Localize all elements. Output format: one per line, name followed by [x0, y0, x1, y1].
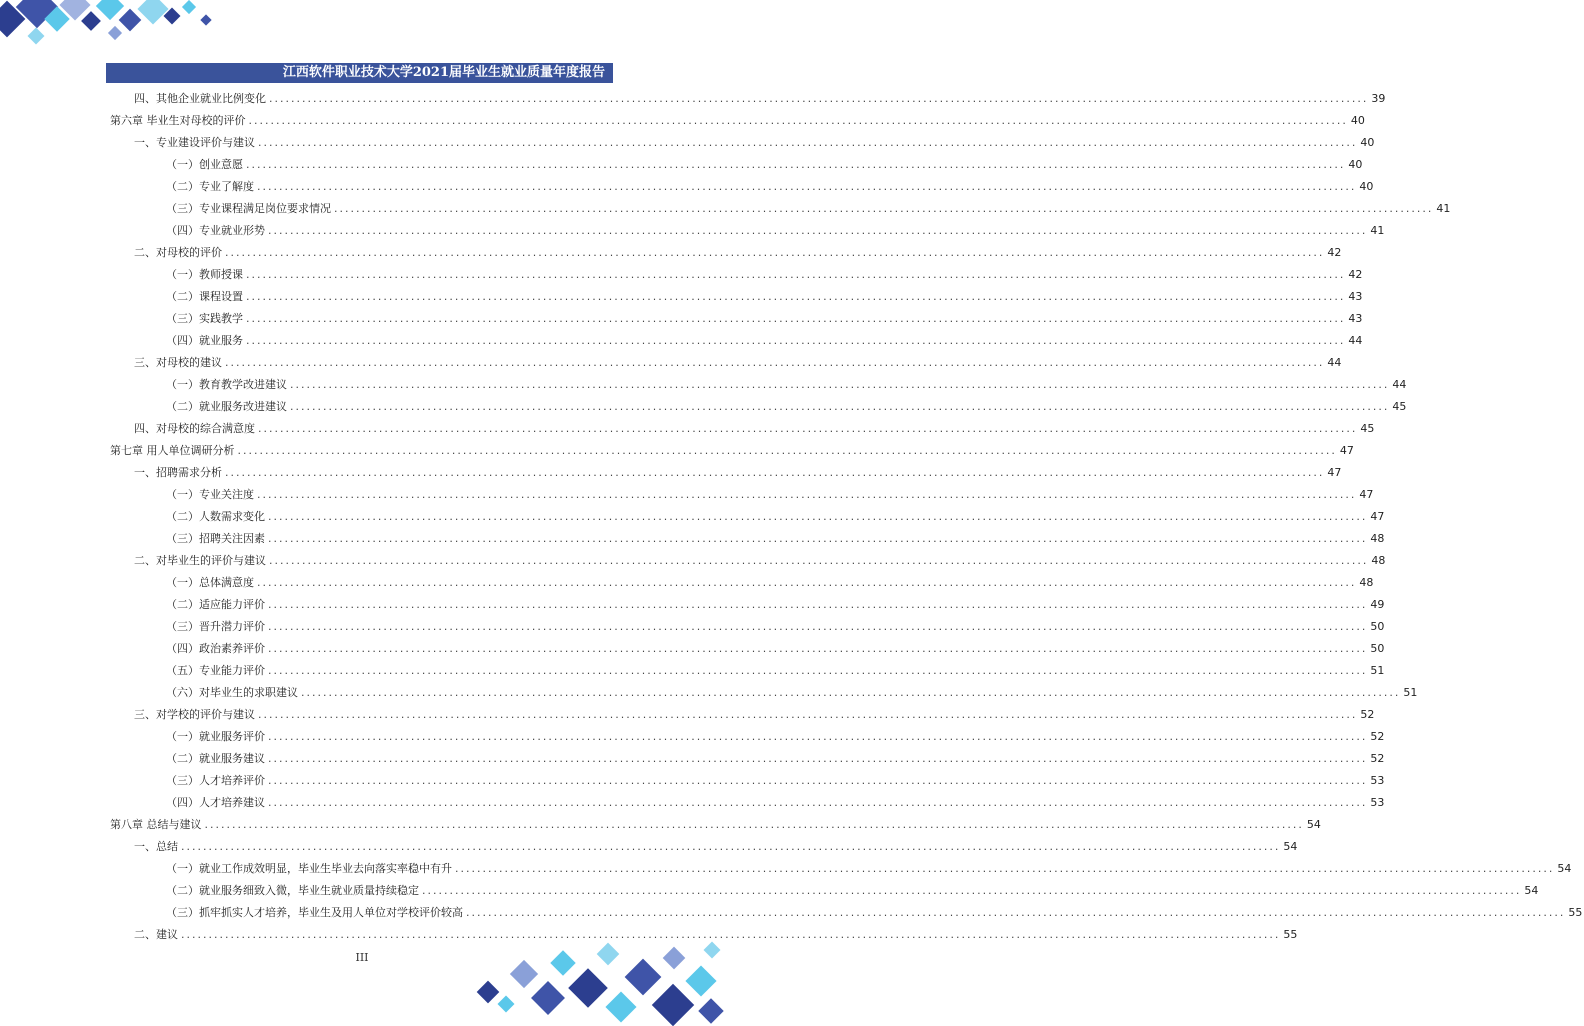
toc-dot-leader: ........................................................................................................................................................................................................ [269, 92, 1369, 105]
toc-entry-page: 47 [1359, 488, 1374, 501]
toc-dot-leader: ........................................................................................................................................................................................................ [268, 532, 1368, 545]
table-of-contents [106, 88, 1583, 946]
toc-entry-page: 54 [1283, 840, 1298, 853]
toc-dot-leader: ........................................................................................................................................................................................................ [268, 510, 1368, 523]
toc-dot-leader: ........................................................................................................................................................................................................ [268, 796, 1368, 809]
toc-dot-leader: ........................................................................................................................................................................................................ [257, 576, 1357, 589]
toc-dot-leader: ........................................................................................................................................................................................................ [246, 312, 1346, 325]
toc-entry-label: （二）就业服务改进建议 [166, 400, 287, 413]
toc-entry-page: 40 [1350, 114, 1365, 127]
toc-entry[interactable] [106, 418, 1375, 440]
toc-entry-page: 47 [1370, 510, 1385, 523]
toc-dot-leader: ........................................................................................................................................................................................................ [290, 378, 1390, 391]
toc-entry[interactable] [106, 616, 1385, 638]
toc-entry-label: （四）政治素养评价 [166, 642, 265, 655]
toc-entry[interactable] [106, 704, 1375, 726]
toc-dot-leader: ........................................................................................................................................................................................................ [268, 752, 1368, 765]
toc-dot-leader: ........................................................................................................................................................................................................ [268, 642, 1368, 655]
page-number: III [355, 951, 369, 964]
toc-entry-page: 40 [1359, 180, 1374, 193]
toc-dot-leader: ........................................................................................................................................................................................................ [181, 928, 1281, 941]
toc-entry-page: 53 [1370, 774, 1385, 787]
toc-entry-page: 41 [1436, 202, 1451, 215]
toc-entry-page: 43 [1348, 290, 1363, 303]
toc-entry-label: （六）对毕业生的求职建议 [166, 686, 298, 699]
toc-entry-label: （三）晋升潜力评价 [166, 620, 265, 633]
toc-entry[interactable] [106, 880, 1539, 902]
toc-entry[interactable] [106, 220, 1385, 242]
toc-entry-page: 50 [1370, 642, 1385, 655]
toc-entry-label: 三、对母校的建议 [134, 356, 222, 369]
toc-dot-leader: ........................................................................................................................................................................................................ [268, 620, 1368, 633]
toc-entry-page: 41 [1370, 224, 1385, 237]
toc-entry[interactable] [106, 198, 1451, 220]
toc-entry-label: （二）课程设置 [166, 290, 243, 303]
toc-entry-page: 42 [1348, 268, 1363, 281]
toc-entry-label: （二）就业服务细致入微，毕业生就业质量持续稳定 [166, 884, 419, 897]
toc-entry-page: 52 [1360, 708, 1375, 721]
toc-entry-label: （二）人数需求变化 [166, 510, 265, 523]
toc-dot-leader: ........................................................................................................................................................................................................ [257, 488, 1357, 501]
toc-entry[interactable] [106, 176, 1374, 198]
toc-entry-label: 二、建议 [134, 928, 178, 941]
toc-entry[interactable] [106, 814, 1321, 836]
toc-entry[interactable] [106, 308, 1363, 330]
toc-entry[interactable] [106, 770, 1385, 792]
toc-dot-leader: ........................................................................................................................................................................................................ [290, 400, 1390, 413]
toc-entry[interactable] [106, 902, 1583, 924]
toc-entry[interactable] [106, 792, 1385, 814]
toc-dot-leader: ........................................................................................................................................................................................................ [258, 422, 1358, 435]
toc-dot-leader: ........................................................................................................................................................................................................ [204, 818, 1304, 831]
toc-entry-label: （四）人才培养建议 [166, 796, 265, 809]
toc-dot-leader: ........................................................................................................................................................................................................ [422, 884, 1522, 897]
toc-entry-page: 48 [1359, 576, 1374, 589]
toc-entry[interactable] [106, 396, 1407, 418]
toc-entry-label: 四、对母校的综合满意度 [134, 422, 255, 435]
corner-decoration-bottom-right [470, 940, 724, 1024]
toc-entry[interactable] [106, 110, 1365, 132]
toc-entry-page: 53 [1370, 796, 1385, 809]
toc-entry-page: 54 [1306, 818, 1321, 831]
toc-entry-page: 52 [1370, 752, 1385, 765]
toc-entry-label: 第七章 用人单位调研分析 [110, 444, 235, 457]
toc-entry-page: 50 [1370, 620, 1385, 633]
toc-entry[interactable] [106, 88, 1386, 110]
toc-entry-label: （二）就业服务建议 [166, 752, 265, 765]
toc-entry-page: 39 [1371, 92, 1386, 105]
toc-entry-label: 一、总结 [134, 840, 178, 853]
toc-entry-label: （一）总体满意度 [166, 576, 254, 589]
toc-entry-label: （五）专业能力评价 [166, 664, 265, 677]
toc-entry-label: （三）抓牢抓实人才培养，毕业生及用人单位对学校评价较高 [166, 906, 463, 919]
toc-entry[interactable] [106, 638, 1385, 660]
toc-entry-page: 40 [1348, 158, 1363, 171]
toc-dot-leader: ........................................................................................................................................................................................................ [248, 114, 1348, 127]
toc-entry[interactable] [106, 682, 1418, 704]
toc-dot-leader: ........................................................................................................................................................................................................ [301, 686, 1401, 699]
toc-entry[interactable] [106, 242, 1342, 264]
toc-entry-page: 51 [1403, 686, 1418, 699]
toc-entry[interactable] [106, 484, 1374, 506]
toc-entry-page: 52 [1370, 730, 1385, 743]
toc-entry-page: 42 [1327, 246, 1342, 259]
toc-entry-page: 55 [1283, 928, 1298, 941]
toc-entry-label: （四）专业就业形势 [166, 224, 265, 237]
toc-entry-page: 44 [1327, 356, 1342, 369]
toc-entry-label: （一）教师授课 [166, 268, 243, 281]
toc-entry-label: 二、对毕业生的评价与建议 [134, 554, 266, 567]
toc-entry-label: 第六章 毕业生对母校的评价 [110, 114, 246, 127]
toc-entry-label: （一）就业服务评价 [166, 730, 265, 743]
toc-entry[interactable] [106, 154, 1363, 176]
toc-entry-label: （三）实践教学 [166, 312, 243, 325]
toc-entry[interactable] [106, 462, 1342, 484]
toc-entry-label: 第八章 总结与建议 [110, 818, 202, 831]
toc-entry-page: 43 [1348, 312, 1363, 325]
toc-dot-leader: ........................................................................................................................................................................................................ [246, 290, 1346, 303]
toc-entry-page: 54 [1524, 884, 1539, 897]
toc-entry[interactable] [106, 506, 1385, 528]
toc-entry[interactable] [106, 660, 1385, 682]
toc-entry-page: 44 [1348, 334, 1363, 347]
toc-entry-page: 47 [1339, 444, 1354, 457]
toc-entry[interactable] [106, 748, 1385, 770]
toc-entry-page: 54 [1557, 862, 1572, 875]
toc-entry[interactable] [106, 572, 1374, 594]
toc-entry-label: （一）就业工作成效明显，毕业生毕业去向落实率稳中有升 [166, 862, 452, 875]
toc-dot-leader: ........................................................................................................................................................................................................ [246, 158, 1346, 171]
header-bar [106, 63, 613, 83]
toc-entry-label: 四、其他企业就业比例变化 [134, 92, 266, 105]
toc-dot-leader: ........................................................................................................................................................................................................ [246, 268, 1346, 281]
toc-entry-page: 47 [1327, 466, 1342, 479]
toc-dot-leader: ........................................................................................................................................................................................................ [246, 334, 1346, 347]
toc-entry[interactable] [106, 374, 1407, 396]
toc-entry-page: 48 [1370, 532, 1385, 545]
toc-dot-leader: ........................................................................................................................................................................................................ [237, 444, 1337, 457]
toc-dot-leader: ........................................................................................................................................................................................................ [466, 906, 1566, 919]
toc-entry[interactable] [106, 594, 1385, 616]
report-header-title: 江西软件职业技术大学2021届毕业生就业质量年度报告 [282, 65, 605, 80]
toc-entry-label: （三）人才培养评价 [166, 774, 265, 787]
toc-dot-leader: ........................................................................................................................................................................................................ [455, 862, 1555, 875]
toc-entry-label: 一、招聘需求分析 [134, 466, 222, 479]
toc-entry[interactable] [106, 330, 1363, 352]
toc-entry[interactable] [106, 858, 1572, 880]
toc-dot-leader: ........................................................................................................................................................................................................ [268, 664, 1368, 677]
toc-entry[interactable] [106, 132, 1375, 154]
toc-entry-label: （一）教育教学改进建议 [166, 378, 287, 391]
toc-entry-label: （一）创业意愿 [166, 158, 243, 171]
toc-dot-leader: ........................................................................................................................................................................................................ [268, 598, 1368, 611]
toc-entry-label: （二）适应能力评价 [166, 598, 265, 611]
toc-entry-page: 45 [1392, 400, 1407, 413]
toc-dot-leader: ........................................................................................................................................................................................................ [225, 466, 1325, 479]
toc-entry[interactable] [106, 836, 1298, 858]
toc-entry-page: 49 [1370, 598, 1385, 611]
toc-entry-label: （二）专业了解度 [166, 180, 254, 193]
toc-entry-page: 40 [1360, 136, 1375, 149]
toc-entry[interactable] [106, 286, 1363, 308]
toc-entry[interactable] [106, 264, 1363, 286]
toc-entry[interactable] [106, 726, 1385, 748]
toc-entry[interactable] [106, 550, 1386, 572]
toc-dot-leader: ........................................................................................................................................................................................................ [268, 224, 1368, 237]
toc-entry[interactable] [106, 528, 1385, 550]
toc-entry-page: 45 [1360, 422, 1375, 435]
toc-entry-page: 55 [1568, 906, 1583, 919]
toc-entry-page: 51 [1370, 664, 1385, 677]
toc-entry[interactable] [106, 440, 1354, 462]
toc-dot-leader: ........................................................................................................................................................................................................ [225, 356, 1325, 369]
toc-entry-label: （三）招聘关注因素 [166, 532, 265, 545]
toc-entry-page: 44 [1392, 378, 1407, 391]
toc-entry-label: （四）就业服务 [166, 334, 243, 347]
toc-dot-leader: ........................................................................................................................................................................................................ [268, 730, 1368, 743]
corner-decoration-top-left [0, 0, 220, 60]
toc-dot-leader: ........................................................................................................................................................................................................ [258, 136, 1358, 149]
toc-entry[interactable] [106, 352, 1342, 374]
toc-entry-label: 三、对学校的评价与建议 [134, 708, 255, 721]
toc-entry-label: 二、对母校的评价 [134, 246, 222, 259]
toc-dot-leader: ........................................................................................................................................................................................................ [268, 774, 1368, 787]
toc-entry-page: 48 [1371, 554, 1386, 567]
toc-dot-leader: ........................................................................................................................................................................................................ [258, 708, 1358, 721]
toc-dot-leader: ........................................................................................................................................................................................................ [181, 840, 1281, 853]
toc-entry-label: （三）专业课程满足岗位要求情况 [166, 202, 331, 215]
toc-dot-leader: ........................................................................................................................................................................................................ [269, 554, 1369, 567]
toc-entry-label: （一）专业关注度 [166, 488, 254, 501]
toc-dot-leader: ........................................................................................................................................................................................................ [225, 246, 1325, 259]
toc-entry-label: 一、专业建设评价与建议 [134, 136, 255, 149]
toc-dot-leader: ........................................................................................................................................................................................................ [257, 180, 1357, 193]
toc-dot-leader: ........................................................................................................................................................................................................ [334, 202, 1434, 215]
